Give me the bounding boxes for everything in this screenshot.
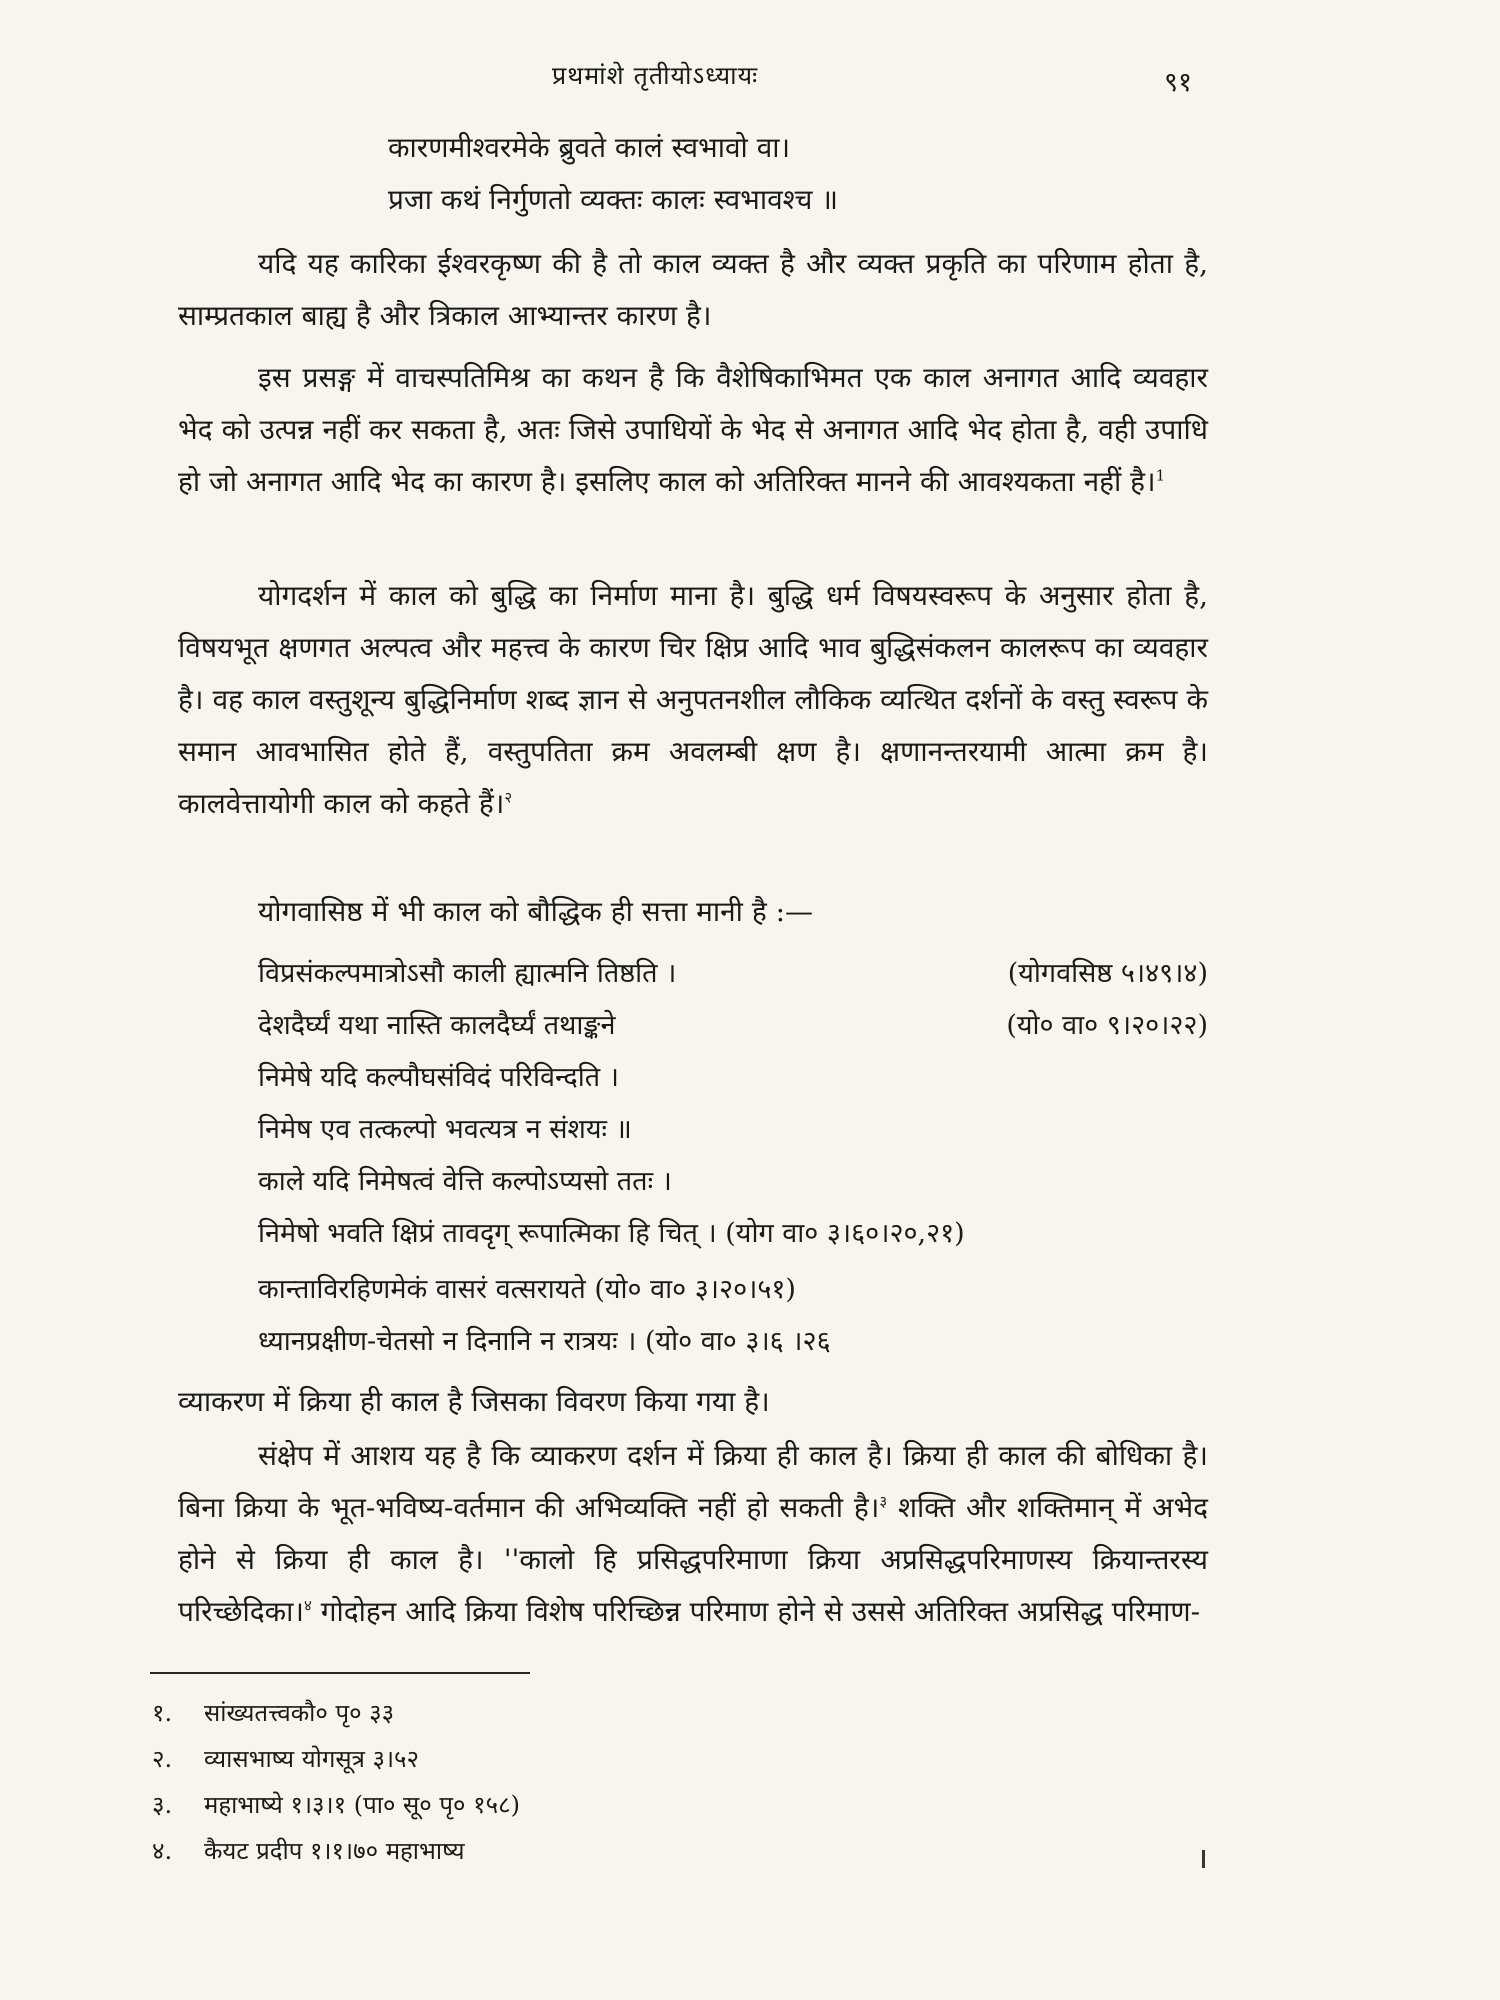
footnote-text: सांख्यतत्त्वकौ० पृ० ३३ <box>204 1699 395 1727</box>
verse-text: निमेषे यदि कल्पौघसंविदं परिविन्दति । <box>258 1062 619 1093</box>
verse-line <box>258 1156 1208 1208</box>
verse-line <box>258 948 1208 1000</box>
verse-line <box>258 1104 1208 1156</box>
verse-text: निमेषो भवति क्षिप्रं तावदृग् रूपात्मिका हि चित् । (योग वा० ३।६०।२०,२१) <box>258 1218 965 1249</box>
paragraph-2-text: इस प्रसङ्ग में वाचस्पतिमिश्र का कथन है कि वैशेषिकाभिमत एक काल अनागत आदि व्यवहार भेद को उत्पन्न नहीं कर सकता है, अतः जिसे उपाधियों के भेद से अनागत आदि भेद होता है, वही उपाधि हो जो अनागत आदि भेद का कारण है। इसलिए काल को अतिरिक्त मानने की आवश्यकता नहीं है। <box>178 361 1208 498</box>
footnote-ref-1: 1 <box>1155 466 1166 485</box>
page-number: ९१ <box>1164 67 1193 98</box>
verse-text: देशदैर्घ्यं यथा नास्ति कालदैर्घ्यं तथाङ्कने <box>258 1010 616 1041</box>
footnote-number: १. <box>152 1699 173 1727</box>
verse-intro: योगवासिष्ठ में भी काल को बौद्धिक ही सत्ता मानी है :— <box>258 895 814 928</box>
stray-print-mark <box>1202 1850 1205 1868</box>
footnote <box>152 1736 520 1782</box>
verse-reference: (यो० वा० ९।२०।२२) <box>1006 1010 1208 1041</box>
footnote <box>152 1782 520 1828</box>
footnote-text: कैयट प्रदीप १।१।७० महाभाष्य <box>204 1837 465 1865</box>
verse-text: विप्रसंकल्पमात्रोऽसौ काली ह्यात्मनि तिष्ठति । <box>258 958 677 989</box>
paragraph-4-text-b: शक्ति और शक्तिमान् में अभेद होने से क्रिया ही काल है। ''कालो हि प्रसिद्धपरिमाणा क्रिया अप्रसिद्धपरिमाणस्य क्रियान्तरस्य परिच्छेदिका। <box>178 1491 1209 1628</box>
footnote <box>152 1828 520 1874</box>
verse-line <box>258 1208 1208 1260</box>
grammar-statement: व्याकरण में क्रिया ही काल है जिसका विवरण किया गया है। <box>178 1385 770 1418</box>
opening-verse-line-2: प्रजा कथं निर्गुणतो व्यक्तः कालः स्वभावश्च ॥ <box>388 183 839 216</box>
footnote <box>152 1690 520 1736</box>
verse-line <box>258 1316 1208 1368</box>
yoga-vasishtha-verses <box>258 948 1208 1368</box>
verse-text: कान्ताविरहिणमेकं वासरं वत्सरायते (यो० वा० ३।२०।५१) <box>258 1274 796 1305</box>
verse-reference: (योगवसिष्ठ ५।४९।४) <box>1007 958 1208 989</box>
paragraph-4-text-a: संक्षेप में आशय यह है कि व्याकरण दर्शन में क्रिया ही काल है। क्रिया ही काल की बोधिका है। बिना क्रिया के भूत-भविष्य-वर्तमान की अभिव्यक्ति नहीं हो सकती है। <box>178 1439 1208 1524</box>
paragraph-1: यदि यह कारिका ईश्वरकृष्ण की है तो काल व्यक्त है और व्यक्त प्रकृति का परिणाम होता है, साम्प्रतकाल बाह्य है और त्रिकाल आभ्यान्तर कारण है। <box>178 247 1208 332</box>
opening-verse-line-1: कारणमीश्वरमेके ब्रुवते कालं स्वभावो वा। <box>388 131 791 164</box>
verse-text: ध्यानप्रक्षीण-चेतसो न दिनानि न रात्रयः । (यो० वा० ३।६ ।२६ <box>258 1326 831 1357</box>
footnote-divider <box>150 1672 530 1674</box>
verse-line <box>258 1052 1208 1104</box>
opening-verse <box>388 122 1288 226</box>
paragraph-3 <box>178 570 1208 830</box>
paragraph-4-text-c: गोदोहन आदि क्रिया विशेष परिच्छिन्न परिमाण होने से उससे अतिरिक्त अप्रसिद्ध परिमाण- <box>311 1595 1201 1628</box>
footnotes <box>152 1690 520 1874</box>
paragraph-4 <box>178 1430 1208 1638</box>
verse-text: निमेष एव तत्कल्पो भवत्यत्र न संशयः ॥ <box>258 1114 632 1145</box>
footnote-ref-3: ३ <box>879 1492 888 1511</box>
footnote-number: ३. <box>152 1791 173 1819</box>
verse-line <box>258 1000 1208 1052</box>
footnote-text: व्यासभाष्य योगसूत्र ३।५२ <box>204 1745 420 1773</box>
footnote-number: २. <box>152 1745 173 1773</box>
footnote-text: महाभाष्ये १।३।१ (पा० सू० पृ० १५८) <box>204 1791 520 1819</box>
footnote-ref-4: ४ <box>304 1596 312 1615</box>
paragraph-3-text: योगदर्शन में काल को बुद्धि का निर्माण माना है। बुद्धि धर्म विषयस्वरूप के अनुसार होता है, विषयभूत क्षणगत अल्पत्व और महत्त्व के कारण चिर क्षिप्र आदि भाव बुद्धिसंकलन कालरूप का व्यवहार है। वह काल वस्तुशून्य बुद्धिनिर्माण शब्द ज्ञान से अनुपतनशील लौकिक व्यत्थित दर्शनों के वस्तु स्वरूप के समान आवभासित होते हैं, वस्तुपतिता क्रम अवलम्बी क्षण है। क्षणानन्तरयामी आत्मा क्रम है। कालवेत्तायोगी काल को कहते हैं। <box>178 579 1208 820</box>
footnote-number: ४. <box>152 1837 173 1865</box>
footnote-ref-2: २ <box>504 788 513 807</box>
paragraph-2 <box>178 352 1208 508</box>
verse-text: काले यदि निमेषत्वं वेत्ति कल्पोऽप्यसो ततः । <box>258 1166 672 1197</box>
running-title: प्रथमांशे तृतीयोऽध्यायः <box>552 61 759 90</box>
running-head <box>0 58 1500 98</box>
verse-line <box>258 1264 1208 1316</box>
